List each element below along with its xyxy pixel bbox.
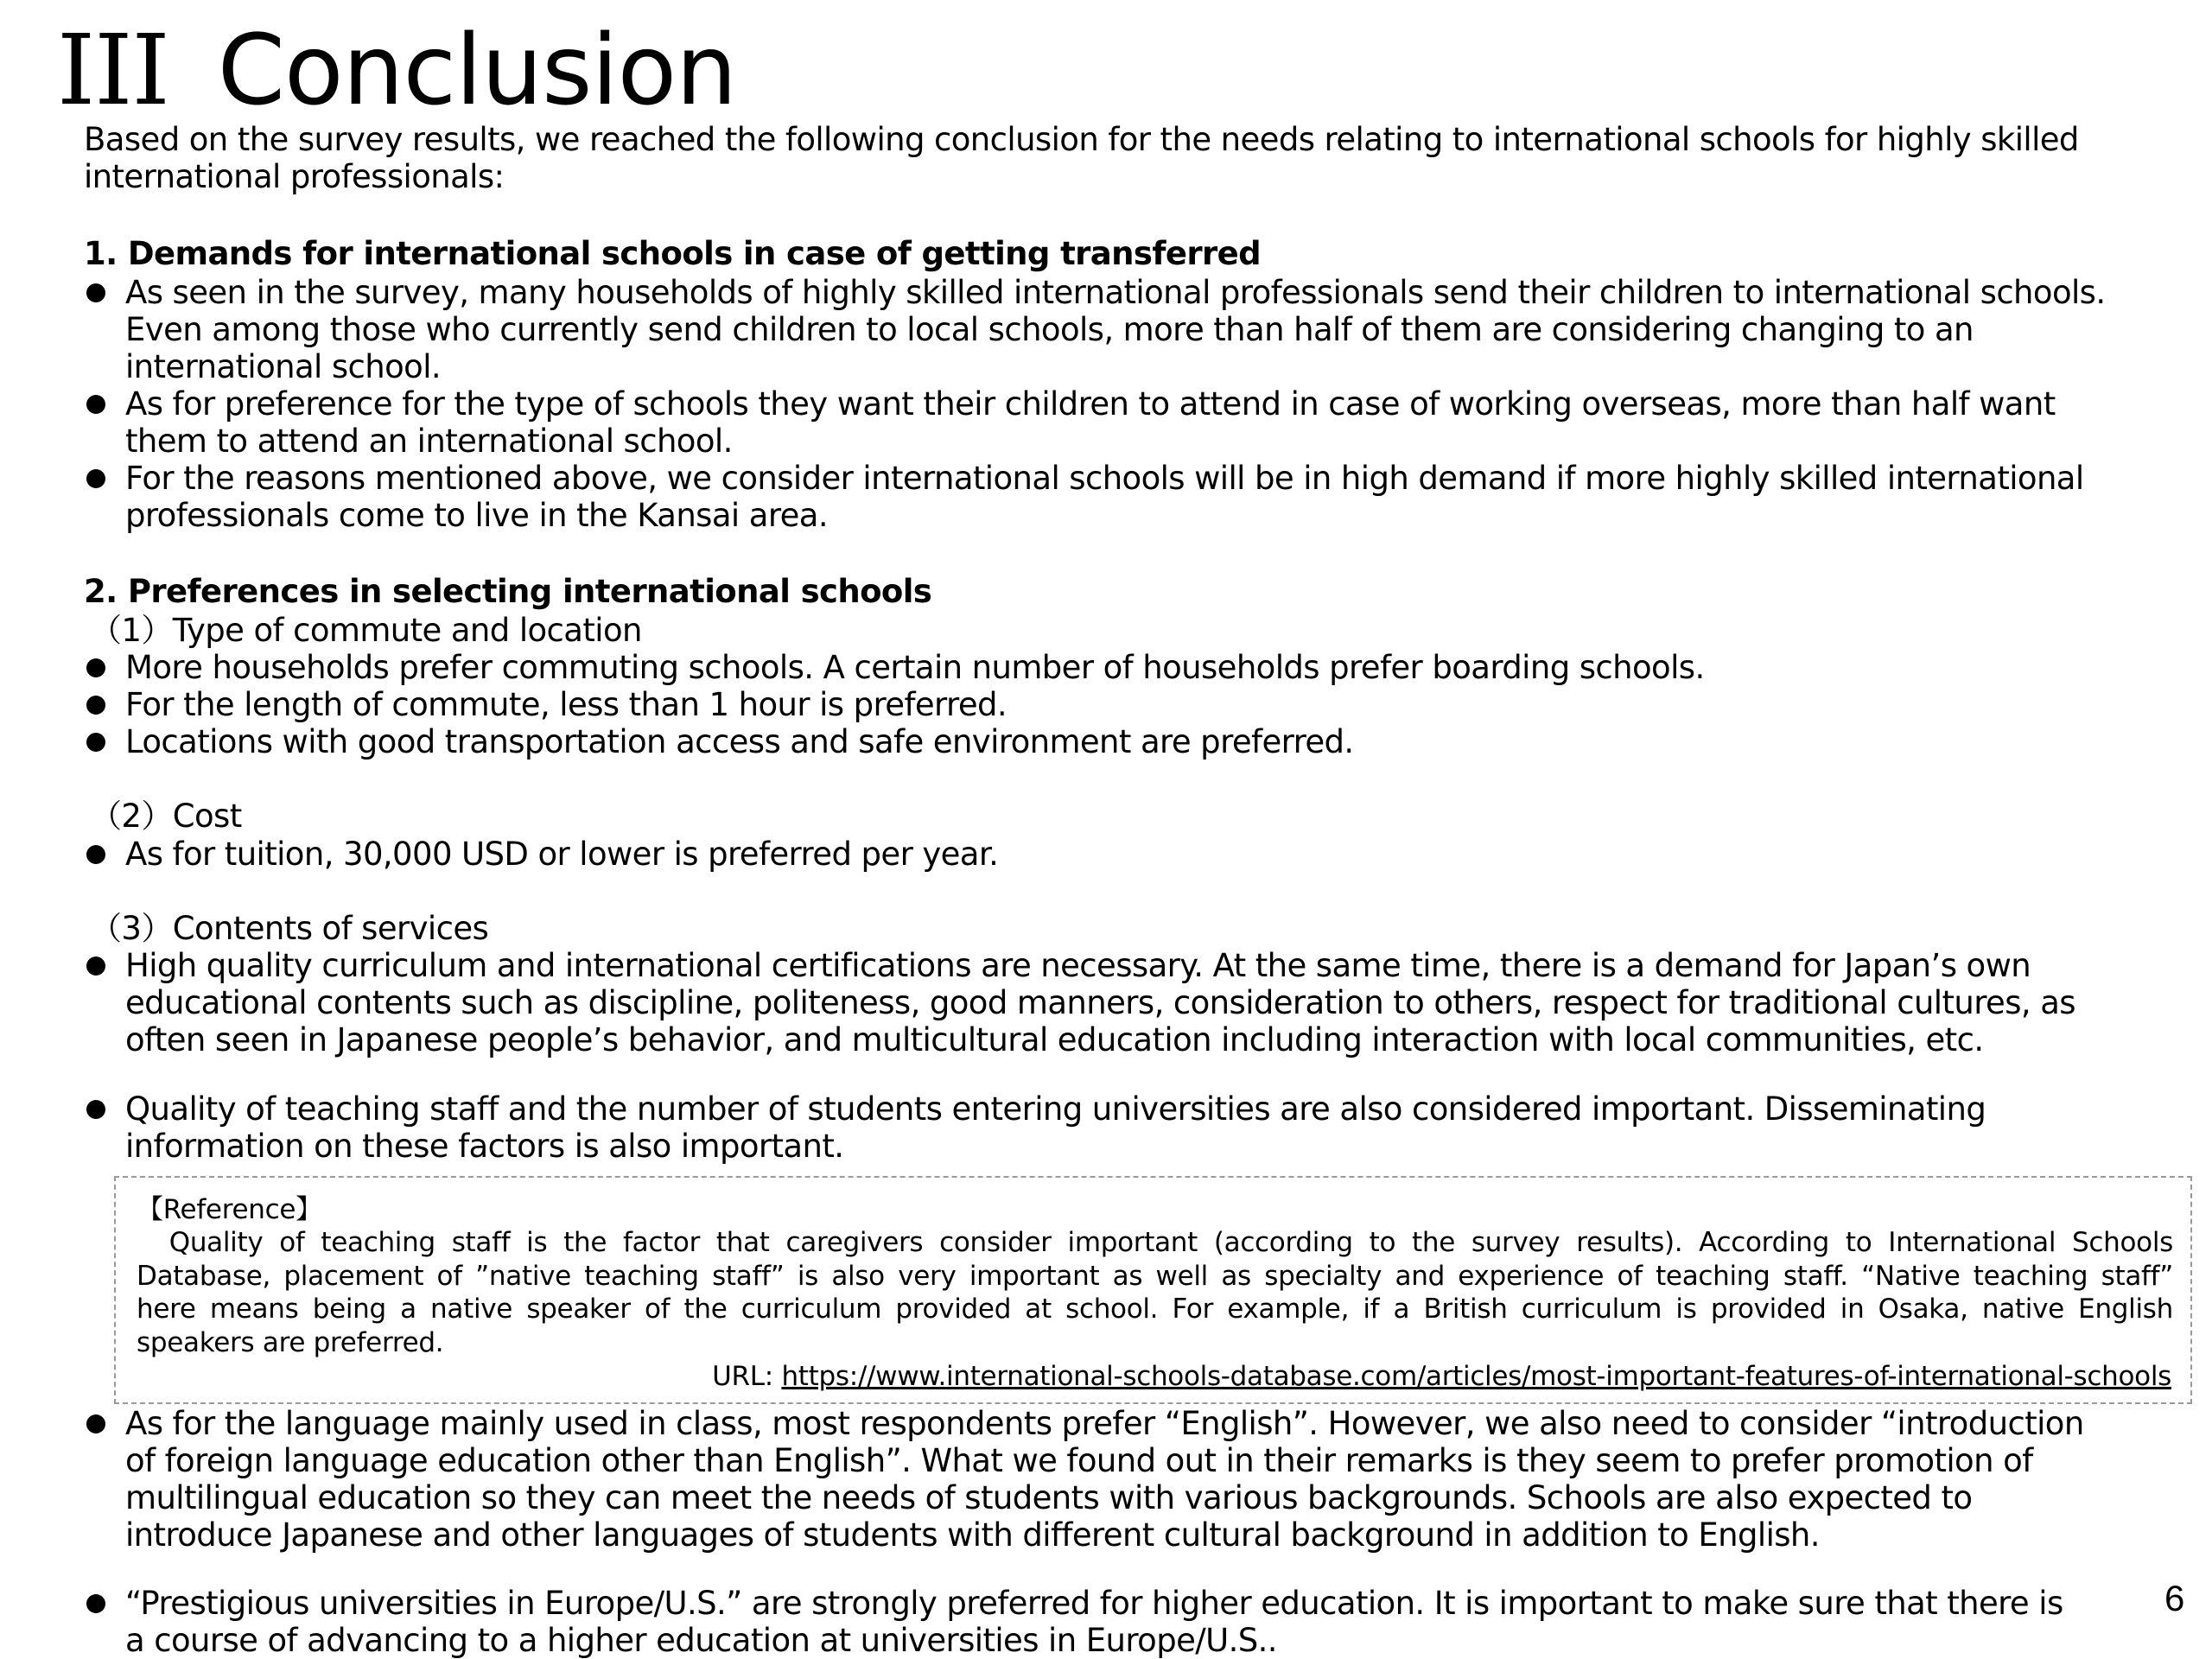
bullet-line: introduce Japanese and other languages of students with different cultural background in addition to English. (125, 1516, 1820, 1554)
subsection-1-heading: （1）Type of commute and location (90, 612, 642, 649)
section-title-text: Conclusion (217, 15, 737, 127)
subsection-2-heading: （2）Cost (90, 798, 242, 835)
intro-line-1: Based on the survey results, we reached the following conclusion for the needs relating to international schools for highly skilled (84, 121, 2079, 158)
bullet-icon (86, 1100, 105, 1119)
reference-line: speakers are preferred. (137, 1327, 444, 1358)
bullet-line: As seen in the survey, many households of highly skilled international professionals send their children to international schools. (125, 274, 2106, 311)
reference-line: Quality of teaching staff is the factor that caregivers consider important (according to the survey results). According to International Schools (137, 1227, 2174, 1258)
bullet-line: As for preference for the type of schools they want their children to attend in case of working overseas, more than half want (125, 385, 2056, 423)
bullet-line: them to attend an international school. (125, 423, 733, 460)
bullet-line: multilingual education so they can meet the needs of students with various backgrounds. Schools are also expected to (125, 1479, 1973, 1516)
bullet-line: High quality curriculum and international certifications are necessary. At the same time, there is a demand for Japan’s own (125, 947, 2031, 984)
bullet-icon (86, 696, 105, 715)
bullet-line: Locations with good transportation access and safe environment are preferred. (125, 723, 1354, 760)
bullet-icon (86, 733, 105, 752)
section-2-heading: 2. Preferences in selecting international schools (84, 573, 932, 610)
bullet-line: a course of advancing to a higher education at universities in Europe/U.S.. (125, 1622, 1277, 1659)
section-1-heading: 1. Demands for international schools in case of getting transferred (84, 235, 1262, 272)
url-label: URL: (712, 1361, 782, 1392)
bullet-icon (86, 283, 105, 302)
bullet-line: “Prestigious universities in Europe/U.S.” are strongly preferred for higher education. It is important to make sure that there is (125, 1585, 2063, 1622)
reference-line: here means being a native speaker of the curriculum provided at school. For example, if a British curriculum is provided in Osaka, native English (137, 1294, 2173, 1325)
bullet-line: information on these factors is also important. (125, 1128, 844, 1165)
bullet-line: As for tuition, 30,000 USD or lower is preferred per year. (125, 836, 999, 873)
bullet-icon (86, 957, 105, 976)
bullet-icon (86, 395, 105, 414)
bullet-icon (86, 658, 105, 677)
bullet-icon (86, 1414, 105, 1433)
section-roman-numeral: III (57, 15, 169, 127)
bullet-icon (86, 1594, 105, 1613)
bullet-line: professionals come to live in the Kansai area. (125, 497, 829, 534)
page-title (57, 10, 736, 131)
reference-box (114, 1176, 2192, 1404)
reference-label: 【Reference】 (137, 1194, 322, 1225)
reference-url-link[interactable]: https://www.international-schools-database.com/articles/most-important-features-of-international-schools (781, 1361, 2171, 1392)
page-number: 6 (2164, 1578, 2185, 1618)
reference-line: Database, placement of ”native teaching staff” is also very important as well as specialty and experience of teaching staff. “Native teaching staff” (137, 1261, 2173, 1292)
bullet-line: educational contents such as discipline, politeness, good manners, consideration to others, respect for traditional cultures, as (125, 984, 2075, 1021)
bullet-icon (86, 845, 105, 864)
bullet-line: often seen in Japanese people’s behavior, and multicultural education including interaction with local communities, etc. (125, 1021, 1984, 1058)
bullet-line: For the length of commute, less than 1 hour is preferred. (125, 686, 1007, 723)
bullet-line: Quality of teaching staff and the number of students entering universities are also considered important. Disseminating (125, 1090, 1986, 1128)
reference-url-row (712, 1360, 2171, 1394)
bullet-line: of foreign language education other than English”. What we found out in their remarks is they seem to prefer promotion of (125, 1442, 2033, 1479)
intro-line-2: international professionals: (84, 158, 505, 195)
bullet-line: Even among those who currently send children to local schools, more than half of them are considering changing to an (125, 311, 1974, 348)
bullet-line: As for the language mainly used in class, most respondents prefer “English”. However, we also need to consider “introduction (125, 1405, 2084, 1442)
bullet-line: More households prefer commuting schools. A certain number of households prefer boarding schools. (125, 649, 1705, 686)
bullet-line: For the reasons mentioned above, we consider international schools will be in high demand if more highly skilled international (125, 460, 2084, 497)
bullet-line: international school. (125, 348, 442, 385)
subsection-3-heading: （3）Contents of services (90, 910, 489, 947)
bullet-icon (86, 469, 105, 488)
